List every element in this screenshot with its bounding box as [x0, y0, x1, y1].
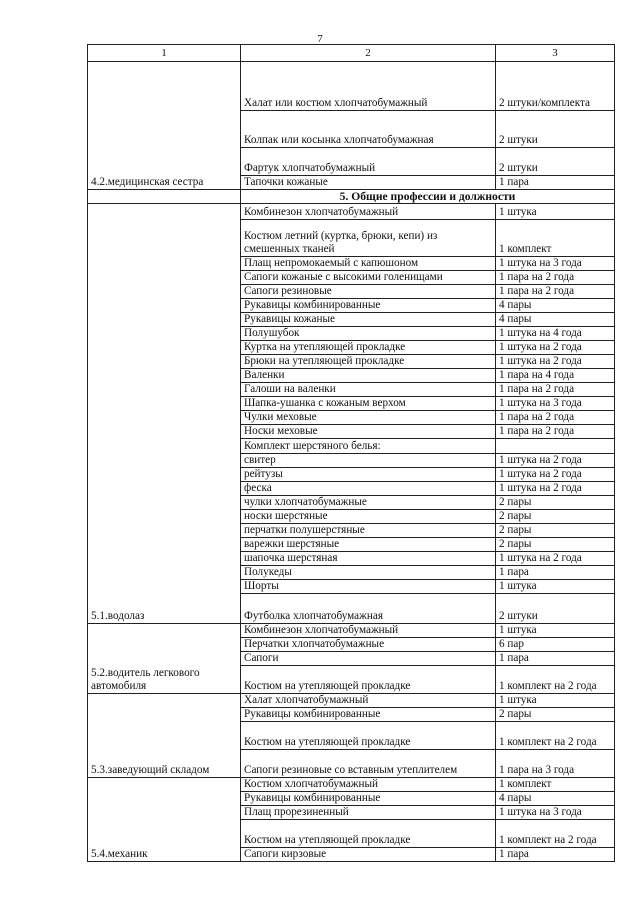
- item-quantity: [496, 438, 615, 453]
- item-quantity: 1 штука на 3 года: [496, 256, 615, 270]
- item-quantity: 4 пары: [496, 312, 615, 326]
- item-name: Носки меховые: [241, 424, 496, 438]
- section-spacer-cell: [88, 189, 241, 203]
- position-car-driver: 5.2.водитель легкового автомобиля: [88, 623, 241, 693]
- item-quantity: 1 штука на 4 года: [496, 326, 615, 340]
- item-name: носки шерстяные: [241, 509, 496, 523]
- item-quantity: 2 штуки: [496, 593, 615, 623]
- item-quantity: 2 штуки: [496, 111, 615, 148]
- item-name: Полукеды: [241, 565, 496, 579]
- item-name: Плащ прорезиненный: [241, 805, 496, 819]
- item-quantity: 1 штука: [496, 579, 615, 593]
- position-warehouse-manager: 5.3.заведующий складом: [88, 693, 241, 777]
- item-quantity: 4 пары: [496, 791, 615, 805]
- item-name: феска: [241, 481, 496, 495]
- section-heading-row: [88, 189, 615, 203]
- item-quantity: 1 комплект на 2 года: [496, 721, 615, 749]
- item-name: Рукавицы комбинированные: [241, 791, 496, 805]
- item-quantity: 1 штука: [496, 623, 615, 637]
- item-name: Костюм летний (куртка, брюки, кепи) из смешенных тканей: [241, 219, 496, 256]
- item-quantity: 1 штука на 2 года: [496, 551, 615, 565]
- item-quantity: 2 штуки/комплекта: [496, 62, 615, 111]
- section-title: 5. Общие профессии и должности: [241, 189, 615, 203]
- item-quantity: 2 штуки: [496, 148, 615, 176]
- table-body: [88, 45, 615, 862]
- item-name: Комбинезон хлопчатобумажный: [241, 203, 496, 219]
- item-quantity: 1 комплект: [496, 219, 615, 256]
- table-row: [88, 623, 615, 637]
- item-quantity: 1 штука: [496, 693, 615, 707]
- item-name: Полушубок: [241, 326, 496, 340]
- item-quantity: 4 пары: [496, 298, 615, 312]
- item-quantity: 2 пары: [496, 523, 615, 537]
- item-quantity: 1 пара: [496, 847, 615, 861]
- item-quantity: 2 пары: [496, 707, 615, 721]
- item-name: Костюм на утепляющей прокладке: [241, 819, 496, 847]
- item-quantity: 1 пара: [496, 176, 615, 190]
- item-quantity: 1 комплект на 2 года: [496, 819, 615, 847]
- item-name: свитер: [241, 453, 496, 467]
- table-header-row: [88, 45, 615, 62]
- item-name: Сапоги кирзовые: [241, 847, 496, 861]
- item-name: Валенки: [241, 368, 496, 382]
- item-quantity: 2 пары: [496, 537, 615, 551]
- item-quantity: 1 штука на 2 года: [496, 354, 615, 368]
- item-quantity: 1 пара на 2 года: [496, 382, 615, 396]
- item-name: шапочка шерстяная: [241, 551, 496, 565]
- item-quantity: 1 пара на 3 года: [496, 749, 615, 777]
- item-name: варежки шерстяные: [241, 537, 496, 551]
- item-name: Плащ непромокаемый с капюшоном: [241, 256, 496, 270]
- item-name: Сапоги кожаные с высокими голенищами: [241, 270, 496, 284]
- item-name: Комбинезон хлопчатобумажный: [241, 623, 496, 637]
- item-name: Шорты: [241, 579, 496, 593]
- item-name: Рукавицы комбинированные: [241, 298, 496, 312]
- item-quantity: 1 штука на 2 года: [496, 467, 615, 481]
- item-name: Чулки меховые: [241, 410, 496, 424]
- table-row: [88, 62, 615, 111]
- header-col-1: 1: [88, 45, 241, 62]
- item-quantity: 1 пара: [496, 565, 615, 579]
- item-name: Брюки на утепляющей прокладке: [241, 354, 496, 368]
- item-name: Перчатки хлопчатобумажные: [241, 637, 496, 651]
- page-number: 7: [317, 33, 323, 45]
- table-row: [88, 203, 615, 219]
- item-name: рейтузы: [241, 467, 496, 481]
- table-row: [88, 777, 615, 791]
- item-name: Халат хлопчатобумажный: [241, 693, 496, 707]
- item-quantity: 1 комплект: [496, 777, 615, 791]
- item-name: Рукавицы кожаные: [241, 312, 496, 326]
- position-mechanic: 5.4.механик: [88, 777, 241, 861]
- item-quantity: 2 пары: [496, 509, 615, 523]
- item-name: Колпак или косынка хлопчатобумажная: [241, 111, 496, 148]
- item-name: Футболка хлопчатобумажная: [241, 593, 496, 623]
- item-quantity: 1 штука на 2 года: [496, 453, 615, 467]
- item-name: Куртка на утепляющей прокладке: [241, 340, 496, 354]
- item-quantity: 1 штука на 3 года: [496, 805, 615, 819]
- item-name: перчатки полушерстяные: [241, 523, 496, 537]
- item-name: Костюм хлопчатобумажный: [241, 777, 496, 791]
- item-quantity: 1 пара на 2 года: [496, 284, 615, 298]
- item-name: чулки хлопчатобумажные: [241, 495, 496, 509]
- item-quantity: 6 пар: [496, 637, 615, 651]
- header-col-3: 3: [496, 45, 615, 62]
- item-name: Сапоги резиновые: [241, 284, 496, 298]
- item-name: Шапка-ушанка с кожаным верхом: [241, 396, 496, 410]
- position-medical-nurse: 4.2.медицинская сестра: [88, 62, 241, 190]
- item-quantity: 1 комплект на 2 года: [496, 665, 615, 693]
- item-quantity: 1 штука на 2 года: [496, 481, 615, 495]
- item-quantity: 1 штука на 3 года: [496, 396, 615, 410]
- position-diver: 5.1.водолаз: [88, 203, 241, 623]
- item-name: Тапочки кожаные: [241, 176, 496, 190]
- item-quantity: 1 штука на 2 года: [496, 340, 615, 354]
- table-row: [88, 693, 615, 707]
- ppe-norms-table: [87, 44, 615, 862]
- item-name: Костюм на утепляющей прокладке: [241, 721, 496, 749]
- item-name: Комплект шерстяного белья:: [241, 438, 496, 453]
- item-quantity: 1 пара на 2 года: [496, 424, 615, 438]
- item-quantity: 1 пара: [496, 651, 615, 665]
- item-name: Халат или костюм хлопчатобумажный: [241, 62, 496, 111]
- item-quantity: 1 штука: [496, 203, 615, 219]
- item-name: Костюм на утепляющей прокладке: [241, 665, 496, 693]
- item-quantity: 2 пары: [496, 495, 615, 509]
- item-name: Рукавицы комбинированные: [241, 707, 496, 721]
- item-name: Сапоги резиновые со вставным утеплителем: [241, 749, 496, 777]
- item-name: Галоши на валенки: [241, 382, 496, 396]
- item-name: Сапоги: [241, 651, 496, 665]
- item-quantity: 1 пара на 2 года: [496, 410, 615, 424]
- item-quantity: 1 пара на 4 года: [496, 368, 615, 382]
- header-col-2: 2: [241, 45, 496, 62]
- item-name: Фартук хлопчатобумажный: [241, 148, 496, 176]
- item-quantity: 1 пара на 2 года: [496, 270, 615, 284]
